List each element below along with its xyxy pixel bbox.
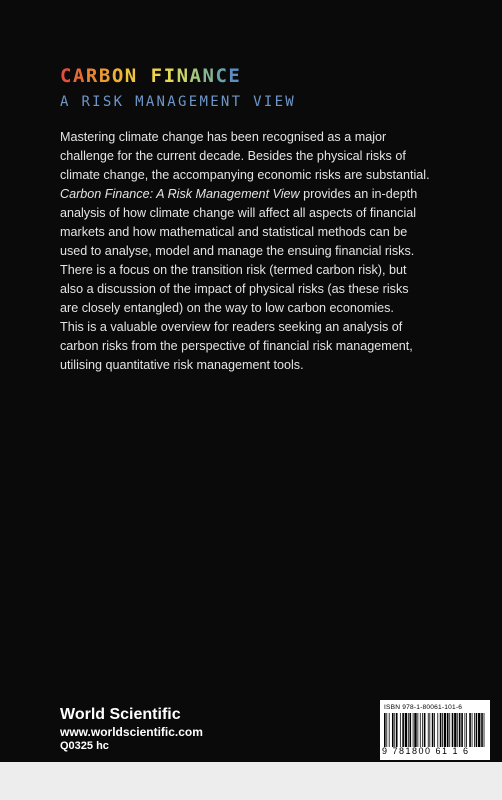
blurb-line: used to analyse, model and manage the ensuing financial risks. <box>60 244 415 258</box>
blurb-book-title: Carbon Finance: A Risk Management View <box>60 187 300 201</box>
barcode-icon <box>384 713 486 747</box>
barcode-bar <box>384 713 386 747</box>
barcode-bar <box>484 713 485 747</box>
title-letter: E <box>228 65 242 87</box>
book-subtitle: A RISK MANAGEMENT VIEW <box>60 94 297 110</box>
barcode-bar <box>392 713 394 747</box>
title-letter: O <box>111 65 125 87</box>
blurb-line-rest: provides an in-depth <box>299 187 418 201</box>
barcode-bar <box>469 713 471 747</box>
barcode-bar <box>429 713 430 747</box>
barcode-bar <box>386 713 387 747</box>
product-code: Q0325 hc <box>60 740 109 752</box>
title-letter: N <box>176 65 190 87</box>
title-letter: I <box>163 65 177 87</box>
barcode-bar <box>464 713 465 747</box>
barcode-bar <box>413 713 414 747</box>
barcode-bar <box>474 713 475 747</box>
barcode-bar <box>461 713 463 747</box>
publisher-url: www.worldscientific.com <box>60 725 203 739</box>
blurb-line: analysis of how climate change will affect all aspects of financial <box>60 206 417 220</box>
bottom-margin <box>0 762 502 800</box>
barcode-bar <box>432 713 434 747</box>
title-letter: C <box>60 65 73 87</box>
isbn-label: ISBN 978-1-80061-101-6 <box>384 704 463 711</box>
blurb-line: challenge for the current decade. Besides the physical risks of <box>60 149 406 163</box>
barcode-bar <box>400 713 401 747</box>
blurb-line: are closely entangled) on the way to low carbon economies. <box>60 301 394 315</box>
barcode-bar <box>394 713 395 747</box>
barcode-bar <box>481 713 483 747</box>
title-letter: A <box>72 65 86 87</box>
title-letter: N <box>124 65 138 87</box>
blurb-line: carbon risks from the perspective of financial risk management, <box>60 339 413 353</box>
barcode-bar <box>478 713 480 747</box>
blurb-line: utilising quantitative risk management tools. <box>60 358 304 372</box>
title-letter: R <box>85 65 99 87</box>
blurb-line: also a discussion of the impact of physical risks (as these risks <box>60 282 409 296</box>
barcode-bar <box>414 713 416 747</box>
title-letter: F <box>150 65 164 87</box>
barcode-bar <box>408 713 409 747</box>
barcode-bar <box>459 713 461 747</box>
barcode-bar <box>396 713 398 747</box>
barcode-bar <box>422 713 423 747</box>
barcode-bar <box>424 713 426 747</box>
blurb-line: markets and how mathematical and statistical methods can be <box>60 225 408 239</box>
barcode-bar <box>410 713 412 747</box>
barcode-bar <box>389 713 390 747</box>
barcode-digits: 9 781800 61 1 6 <box>382 746 470 756</box>
barcode-bar <box>449 713 450 747</box>
barcode-bar <box>420 713 421 747</box>
barcode-bar <box>476 713 478 747</box>
barcode-bar <box>440 713 442 747</box>
title-letter: A <box>189 65 203 87</box>
title-letter: B <box>98 65 112 87</box>
blurb-line <box>60 185 500 204</box>
barcode-bar <box>434 713 435 747</box>
barcode-panel <box>380 700 490 760</box>
title-letter <box>138 64 151 88</box>
barcode-bar <box>444 713 446 747</box>
barcode-bar <box>472 713 473 747</box>
blurb-text <box>60 128 500 375</box>
blurb-line: Mastering climate change has been recognised as a major <box>60 130 387 144</box>
blurb-line: There is a focus on the transition risk (termed carbon risk), but <box>60 263 407 277</box>
barcode-bar <box>428 713 429 747</box>
barcode-bar <box>447 713 449 747</box>
barcode-bar <box>457 713 458 747</box>
blurb-line: This is a valuable overview for readers seeking an analysis of <box>60 320 403 334</box>
book-title <box>60 64 241 88</box>
barcode-bar <box>452 713 454 747</box>
barcode-bar <box>405 713 407 747</box>
publisher-name: World Scientific <box>60 706 181 723</box>
blurb-line: climate change, the accompanying economic risks are substantial. <box>60 168 430 182</box>
barcode-bar <box>466 713 467 747</box>
title-letter: C <box>215 65 229 87</box>
barcode-bar <box>437 713 438 747</box>
title-letter: N <box>202 65 216 87</box>
barcode-bar <box>402 713 404 747</box>
barcode-bar <box>454 713 456 747</box>
barcode-bar <box>442 713 443 747</box>
barcode-bar <box>417 713 418 747</box>
